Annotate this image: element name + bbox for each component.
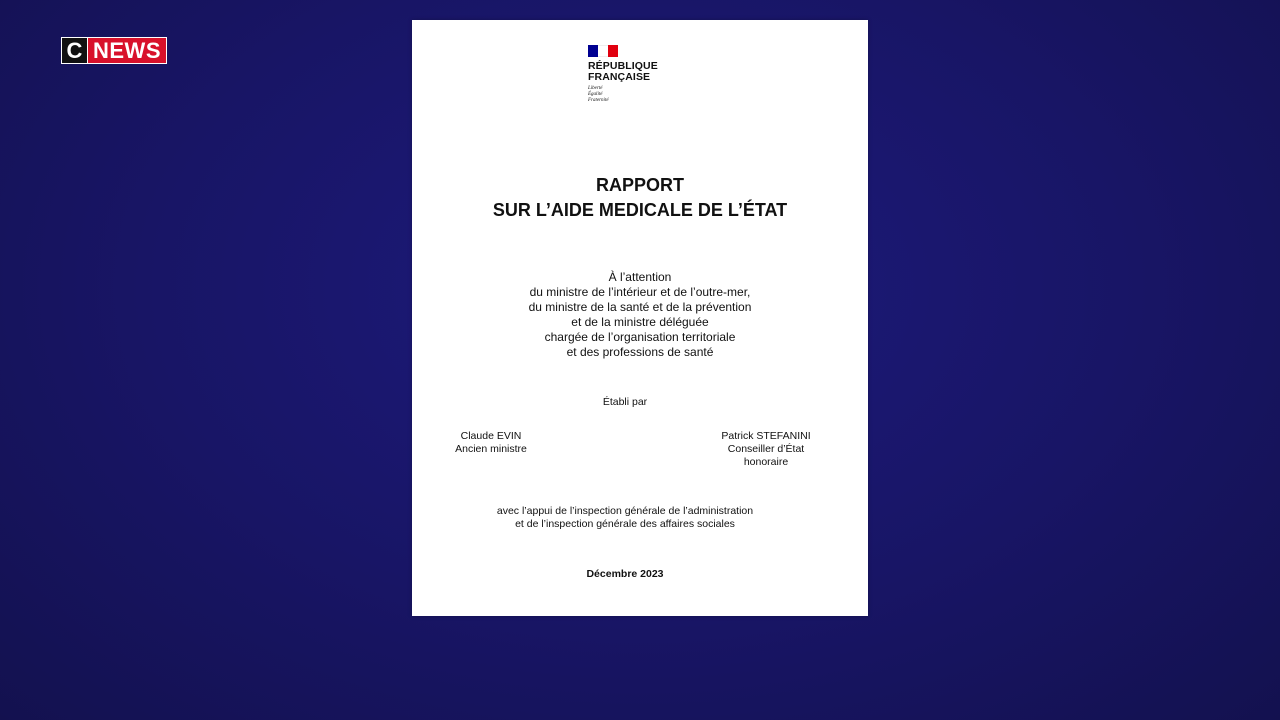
author-role: Conseiller d’État xyxy=(727,443,805,455)
logo-motto xyxy=(588,86,668,104)
author-role: Ancien ministre xyxy=(455,443,527,455)
title-line-1: RAPPORT xyxy=(595,175,684,195)
report-date: Décembre 2023 xyxy=(586,568,664,580)
french-flag-icon xyxy=(588,45,618,57)
author-role: honoraire xyxy=(743,456,789,468)
author-evin xyxy=(436,430,546,456)
title-line-2: SUR L’AIDE MEDICALE DE L’ÉTAT xyxy=(492,200,788,220)
appui-line: et de l’inspection générale des affaires sociales xyxy=(515,518,735,530)
cnews-logo xyxy=(61,37,167,64)
report-cover-page xyxy=(412,20,868,616)
attention-line: et des professions de santé xyxy=(566,345,714,359)
etabli-par: Établi par xyxy=(602,396,648,408)
author-stefanini xyxy=(708,430,824,469)
logo-francaise: FRANÇAISE xyxy=(588,71,651,83)
motto-liberte: Liberté xyxy=(588,86,603,91)
appui-line: avec l’appui de l’inspection générale de l’administration xyxy=(496,505,754,517)
logo-c: C xyxy=(61,37,88,64)
attention-line: du ministre de l’intérieur et de l’outre-mer, xyxy=(529,285,751,299)
motto-egalite: Égalité xyxy=(588,92,603,97)
attention-line: À l’attention xyxy=(608,270,672,284)
logo-republique: RÉPUBLIQUE xyxy=(588,60,658,72)
attention-line: du ministre de la santé et de la prévention xyxy=(528,300,752,314)
republique-francaise-logo xyxy=(588,45,668,104)
attention-line: chargée de l’organisation territoriale xyxy=(544,330,736,344)
attention-block xyxy=(412,270,868,360)
motto-fraternite: Fraternité xyxy=(588,98,609,103)
attention-line: et de la ministre déléguée xyxy=(571,315,709,329)
appui-block xyxy=(412,505,838,531)
author-name: Claude EVIN xyxy=(460,430,522,442)
logo-news: NEWS xyxy=(88,37,167,64)
report-title xyxy=(412,173,868,223)
author-name: Patrick STEFANINI xyxy=(721,430,811,442)
